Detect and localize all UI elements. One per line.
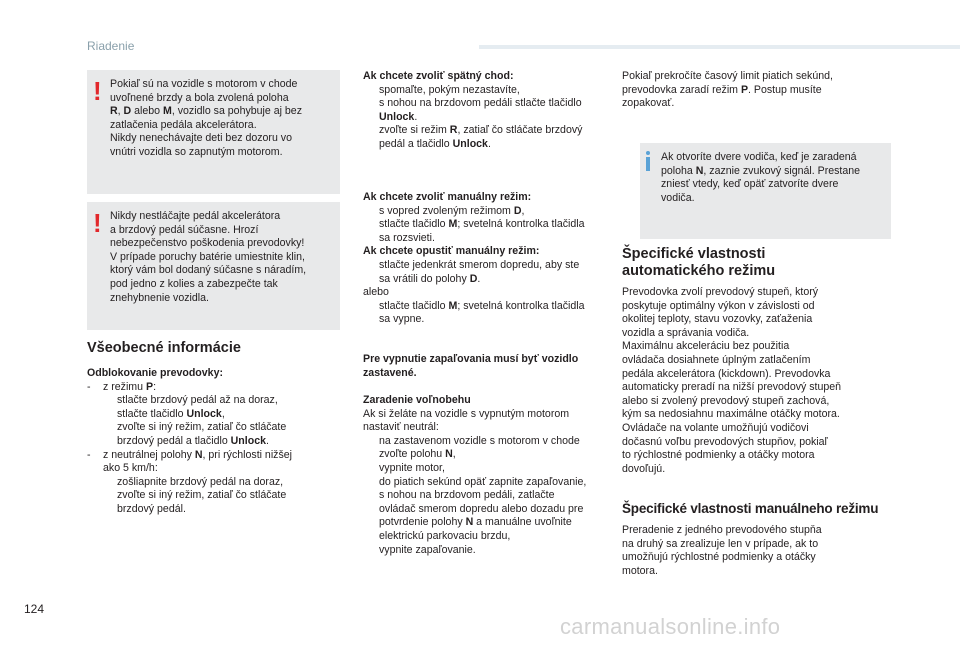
warning-text: ktorý vám bol dodaný súčasne s náradím, xyxy=(110,264,307,277)
warning-text: uvoľnené brzdy a bola zvolená poloha xyxy=(110,91,289,104)
info-box-driver-door: Ak otvoríte dvere vodiča, keď je zaradená poloha N, zaznie zvukový signál. Prestane zniesť vtedy, keď opäť zatvoríte dvere vodiča. xyxy=(640,143,891,239)
warning-icon: ! xyxy=(93,76,102,106)
neutral-instructions: Zaradenie voľnobehu Ak si želáte na vozidle s vypnutým motorom nastaviť neutrál: na zastavenom vozidle s motorom v chode zvoľte polohu N, vypnite motor, do piatich sekúnd opäť zapnite zapaľovanie, s nohou na brzdovom pedáli, zatlačte ovládač smerom dopredu alebo dozadu pre potvrdenie polohy N a manuálne uvoľnite elektrickú parkovaciu brzdu, vypnite zapaľovanie. xyxy=(363,394,625,557)
list-item: stlačte tlačidlo M; svetelná kontrolka tlačidla sa rozsvieti. xyxy=(379,218,585,244)
manual-mode-instructions xyxy=(363,191,625,327)
list-item: stlačte brzdový pedál až na doraz, xyxy=(117,394,278,407)
page-number: 124 xyxy=(24,602,45,616)
warning-box-pedals xyxy=(87,202,340,330)
ignition-note: Pre vypnutie zapaľovania musí byť vozidlo zastavené. xyxy=(363,353,579,379)
warning-text: Pokiaľ sú na vozidle s motorom v chode xyxy=(110,78,298,90)
header-rule xyxy=(479,45,960,49)
manual-mode-text: Preradenie z jedného prevodového stupňa na druhý sa zrealizuje len v prípade, ak to umožňujú rýchlostné podmienky a otáčky motora. xyxy=(622,524,822,577)
warning-text: vnútri vozidla so zapnutým motorom. xyxy=(110,145,283,158)
warning-text: nebezpečenstvo poškodenia prevodovky! xyxy=(110,237,305,250)
section-header: Riadenie xyxy=(87,39,135,53)
section-title-automatic: Špecifické vlastnosti automatického režimu xyxy=(622,246,776,279)
list-item: - z neutrálnej polohy N, pri rýchlosti nižšej ako 5 km/h: xyxy=(87,448,293,475)
list-item: stlačte jedenkrát smerom dopredu, aby ste sa vrátili do polohy D. xyxy=(379,258,580,285)
timeout-note: Pokiaľ prekročíte časový limit piatich sekúnd, prevodovka zaradí režim P. Postup musíte zopakovať. xyxy=(622,70,833,110)
warning-text: Nikdy nestláčajte pedál akcelerátora xyxy=(110,210,281,222)
warning-icon: ! xyxy=(93,208,102,238)
list-item: zvoľte si iný režim, zatiaľ čo stláčate brzdový pedál. xyxy=(117,489,287,515)
automatic-mode-text: Prevodovka zvolí prevodový stupeň, ktorý poskytuje optimálny výkon v závislosti od okolitej teploty, stavu vozovky, zaťaženia vozidla a správania vodiča. Maximálnu akceleráciu bez použitia ovládača dosiahnete úplným zatlačením pedála akcelerátora (kickdown). Prevodovka automaticky preradí na nižší prevodový stupeň alebo si zvolený prevodový stupeň zachová, kým sa nedosiahnu maximálne otáčky motora. Ovládače na volante umožňujú vodičovi dočasnú voľbu prevodových stupňov, pokiaľ to rýchlostné podmienky a otáčky motora dovoľujú. xyxy=(622,286,842,475)
list-item: spomaľte, pokým nezastavíte, xyxy=(379,83,520,96)
unlock-title: Odblokovanie prevodovky: xyxy=(87,367,223,379)
watermark: carmanualsonline.info xyxy=(560,614,781,639)
list-item: na zastavenom vozidle s motorom v chode zvoľte polohu N, xyxy=(379,434,580,461)
reverse-title: Ak chcete zvoliť spätný chod: xyxy=(363,70,514,82)
neutral-title: Zaradenie voľnobehu xyxy=(363,394,471,406)
warning-text: Nikdy nenechávajte deti bez dozoru vo xyxy=(110,132,292,145)
list-item: stlačte tlačidlo M; svetelná kontrolka tlačidla sa vypne. xyxy=(379,299,585,326)
warning-text: znehybnenie vozidla. xyxy=(110,291,209,304)
manual-mode-title: Ak chcete zvoliť manuálny režim: xyxy=(363,191,532,203)
unlock-instructions xyxy=(87,367,347,517)
list-item: zvoľte si režim R, zatiaľ čo stláčate brzdový pedál a tlačidlo Unlock. xyxy=(379,124,583,150)
warning-text: zatlačenia pedála akcelerátora. xyxy=(110,118,257,131)
list-item: - z režimu P: xyxy=(87,380,157,393)
list-item: vypnite zapaľovanie. xyxy=(379,543,476,556)
section-title-general: Všeobecné informácie xyxy=(87,340,241,356)
warning-text: pod jedno z kolies a zabezpečte tak xyxy=(110,277,278,290)
list-item: s nohou na brzdovom pedáli stlačte tlačidlo Unlock. xyxy=(379,97,582,123)
list-item: zošliapnite brzdový pedál na doraz, xyxy=(117,475,284,488)
section-title-manual: Špecifické vlastnosti manuálneho režimu xyxy=(622,501,879,516)
reverse-instructions xyxy=(363,70,625,152)
list-item: stlačte tlačidlo Unlock, xyxy=(117,407,225,420)
alebo-text: alebo xyxy=(363,286,389,299)
list-item: s nohou na brzdovom pedáli, zatlačte ovládač smerom dopredu alebo dozadu pre potvrdenie polohy N a manuálne uvoľnite elektrickú parkovaciu brzdu, xyxy=(379,489,584,542)
list-item: zvoľte si iný režim, zatiaľ čo stláčate brzdový pedál a tlačidlo Unlock. xyxy=(117,421,287,447)
warning-box-engine-running xyxy=(87,70,340,194)
warning-text: R, D alebo M, vozidlo sa pohybuje aj bez xyxy=(110,105,302,118)
list-item: s vopred zvoleným režimom D, xyxy=(379,204,525,217)
warning-text: a brzdový pedál súčasne. Hrozí xyxy=(110,223,259,236)
exit-manual-title: Ak chcete opustiť manuálny režim: xyxy=(363,245,540,258)
info-icon xyxy=(646,151,650,171)
warning-text: V prípade poruchy batérie umiestnite klin, xyxy=(110,250,305,263)
list-item: vypnite motor, xyxy=(379,461,445,474)
list-item: do piatich sekúnd opäť zapnite zapaľovanie, xyxy=(379,475,587,488)
